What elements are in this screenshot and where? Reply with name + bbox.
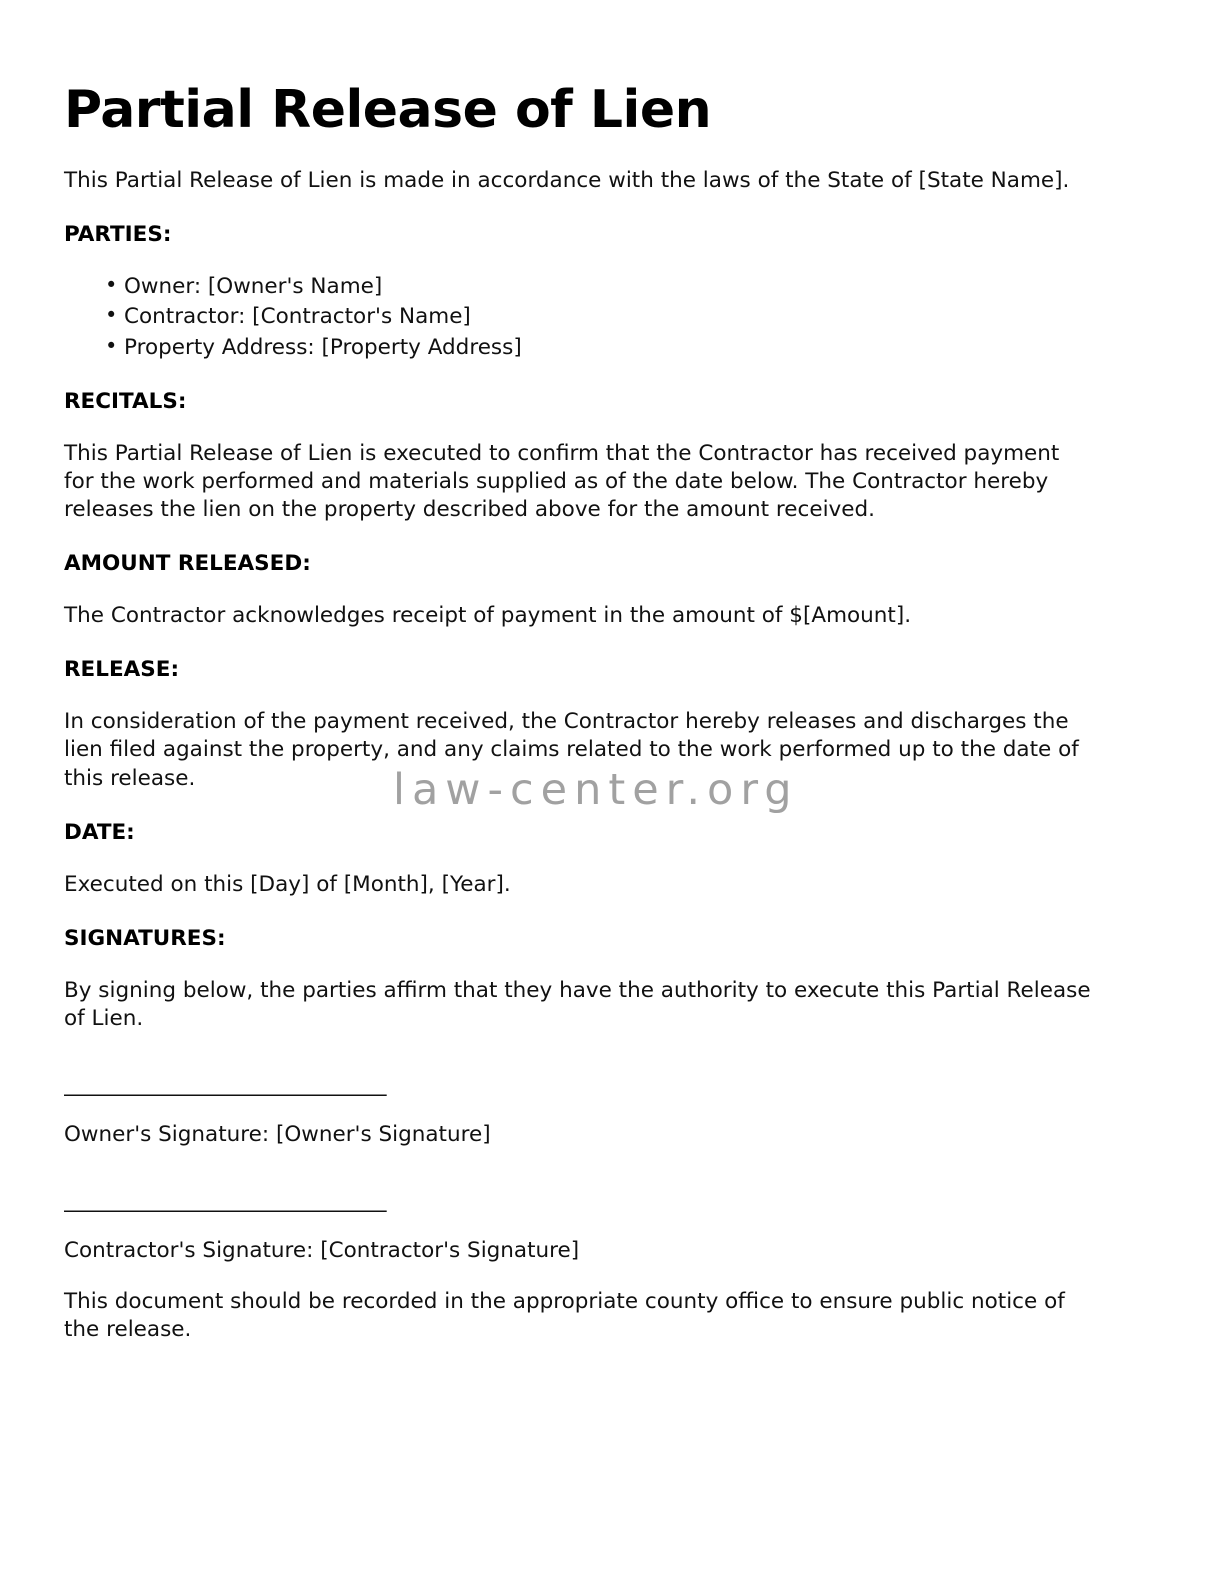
date-paragraph: Executed on this [Day] of [Month], [Year].: [64, 871, 511, 897]
owner-signature-label: Owner's Signature: [Owner's Signature]: [64, 1122, 491, 1148]
date-heading: DATE:: [64, 819, 135, 845]
release-heading: RELEASE:: [64, 657, 180, 683]
recording-note: This document should be recorded in the appropriate county office to ensure public notice of the release.: [64, 1288, 1065, 1342]
list-item: • Property Address: [Property Address]: [64, 334, 1141, 362]
parties-heading: PARTIES:: [64, 222, 172, 248]
list-item: • Owner: [Owner's Name]: [64, 273, 1141, 301]
owner-signature-line: ______________________________: [64, 1072, 387, 1097]
contractor-signature-line: ______________________________: [64, 1188, 387, 1214]
recitals-heading: RECITALS:: [64, 388, 187, 414]
page-title: Partial Release of Lien: [64, 80, 712, 140]
signatures-heading: SIGNATURES:: [64, 925, 226, 951]
amount-released-heading: AMOUNT RELEASED:: [64, 551, 311, 577]
signatures-paragraph: By signing below, the parties affirm that they have the authority to execute this Partial Release of Lien.: [64, 977, 1091, 1031]
amount-released-paragraph: The Contractor acknowledges receipt of payment in the amount of $[Amount].: [64, 603, 912, 629]
site-watermark: law-center.org: [393, 765, 799, 815]
recitals-paragraph: This Partial Release of Lien is executed to confirm that the Contractor has received payment for the work performed and materials supplied as of the date below. The Contractor hereby releases the lien on the property described above for the amount received.: [64, 440, 1060, 522]
intro-paragraph: This Partial Release of Lien is made in accordance with the laws of the State of [State Name].: [64, 168, 1070, 194]
release-paragraph: In consideration of the payment received, the Contractor hereby releases and discharges the lien filed against the property, and any claims related to the work performed up to the date of this release.: [64, 709, 1079, 791]
parties-list: [64, 273, 1141, 361]
list-item: • Contractor: [Contractor's Name]: [64, 303, 1141, 331]
contractor-signature-label: Contractor's Signature: [Contractor's Signature]: [64, 1238, 580, 1264]
